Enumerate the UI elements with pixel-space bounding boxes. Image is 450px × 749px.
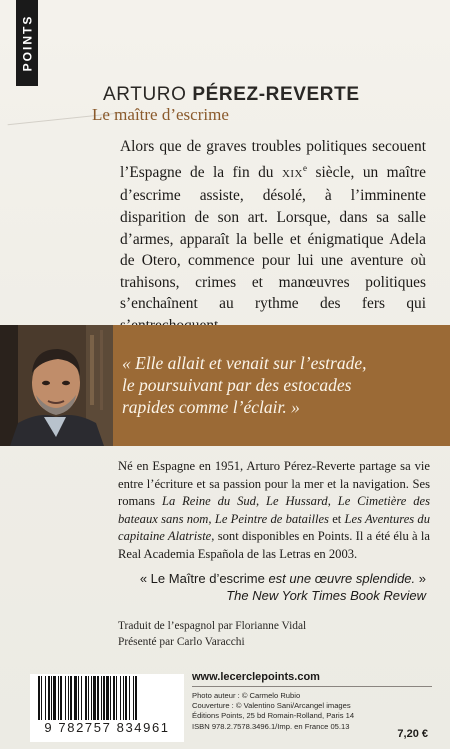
barcode-bar — [135, 676, 137, 720]
barcode-bar — [51, 676, 52, 720]
barcode-bar — [85, 676, 87, 720]
press-quote-part3: » — [415, 571, 426, 586]
press-quote-part2: est une œuvre splendide. — [268, 571, 416, 586]
barcode — [30, 674, 184, 742]
barcode-bar — [116, 676, 117, 720]
barcode-bar — [68, 676, 69, 720]
barcode-bar — [93, 676, 96, 720]
barcode-bar — [41, 676, 42, 720]
bio-sep-3: , — [208, 511, 215, 526]
barcode-bar — [123, 676, 124, 720]
website-link[interactable]: www.lecerclepoints.com — [192, 671, 320, 683]
bio-book-1: La Reine du Sud — [161, 494, 256, 508]
isbn: ISBN 978.2.7578.3496.1/Imp. en France 05.13 — [192, 721, 350, 731]
pull-quote-line3: rapides comme l’éclair. » — [122, 397, 300, 417]
barcode-bar — [103, 676, 105, 720]
barcode-bar — [129, 676, 130, 720]
synopsis-century-sup: e — [303, 162, 308, 173]
photo-credit: Photo auteur : © Carmelo Rubio — [192, 691, 301, 700]
barcode-bar — [65, 676, 66, 720]
barcode-bar — [91, 676, 92, 720]
barcode-bar — [125, 676, 127, 720]
website-divider — [192, 686, 432, 687]
pull-quote-line2: le poursuivant par des estocades — [122, 375, 352, 395]
bio-text-2: , sont disponibles en Points. Il a été élu à la Real Academia Española de las Letras en 2003. — [118, 529, 430, 561]
synopsis — [120, 136, 426, 336]
barcode-bar — [70, 676, 72, 720]
presentation-credit: Présenté par Carlo Varacchi — [118, 636, 245, 648]
press-quote-part1: « Le Maître d’escrime — [139, 571, 269, 586]
barcode-icon — [36, 676, 178, 722]
bio-sep-2: , — [327, 494, 338, 508]
bio-sep-1: , — [255, 494, 266, 508]
bio-book-5: Les Aventures du capitaine Alatriste — [118, 511, 431, 543]
pull-quote-line1: « Elle allait et venait sur l’estrade, — [122, 353, 367, 373]
barcode-bar — [88, 676, 89, 720]
synopsis-rest: un maître d’escrime assiste, désolé, à l’imminente disparition de son art. Lorsque, dans sa salle d’armes, apparaît la belle et énigmatique Adela de Otero, commence pour lui une aventure où trahisons, crimes et manœuvres politiques s’enchaînent au rythme des fers qui — [120, 163, 426, 313]
cover-credit: Couverture : © Valentino Sani/Arcangel images — [192, 701, 351, 711]
price: 7,20 € — [397, 728, 428, 740]
points-logo — [16, 0, 38, 86]
synopsis-line2b: siècle, — [307, 163, 355, 181]
bio-book-2: Le Hussard — [266, 494, 328, 508]
barcode-bar — [53, 676, 56, 720]
barcode-number: 9 782757 834961 — [44, 720, 170, 735]
barcode-bar — [110, 676, 111, 720]
press-quote — [140, 570, 426, 604]
bio-book-3: Le Cimetière des bateaux sans nom — [118, 494, 431, 526]
barcode-bar — [58, 676, 59, 720]
synopsis-line1: Alors que de graves troubles politiques — [120, 138, 367, 155]
barcode-bar — [74, 676, 77, 720]
author-last-name: PÉREZ-REVERTE — [192, 84, 360, 105]
bio-sep-4: et — [328, 511, 345, 526]
barcode-bar — [45, 676, 46, 720]
points-logo-text: POINTS — [20, 14, 35, 72]
barcode-bar — [120, 676, 121, 720]
barcode-bar — [60, 676, 62, 720]
author-photo — [0, 325, 113, 446]
author-bio — [118, 458, 430, 563]
author-first-name: ARTURO — [103, 84, 187, 105]
barcode-bar — [48, 676, 50, 720]
barcode-bar — [106, 676, 109, 720]
pull-quote — [122, 352, 442, 418]
author-name — [103, 84, 360, 106]
bio-book-4: Le Peintre de batailles — [214, 511, 329, 526]
publisher-address: Éditions Points, 25 bd Romain-Rolland, Paris 14 — [192, 711, 355, 721]
barcode-bar — [113, 676, 115, 720]
barcode-bar — [97, 676, 99, 720]
translation-credit: Traduit de l’espagnol par Florianne Vidal — [118, 620, 307, 632]
barcode-bar — [101, 676, 102, 720]
barcode-bar — [78, 676, 79, 720]
press-source: The New York Times Book Review — [226, 588, 426, 603]
barcode-bar — [81, 676, 82, 720]
synopsis-line2a: secouent l’Espagne de la fin du — [120, 138, 426, 181]
synopsis-century: XIX — [281, 167, 304, 180]
barcode-bar — [38, 676, 40, 720]
credits — [118, 618, 306, 650]
barcode-bar — [133, 676, 134, 720]
legal-info — [192, 691, 354, 732]
bio-text-1: Né en Espagne en 1951, Arturo Pérez-Reverte partage sa vie entre l’écriture et sa passion pour la mer et la navigation. Ses romans — [118, 459, 430, 508]
book-title: Le maître d’escrime — [92, 105, 229, 124]
author-portrait-icon — [0, 325, 113, 446]
